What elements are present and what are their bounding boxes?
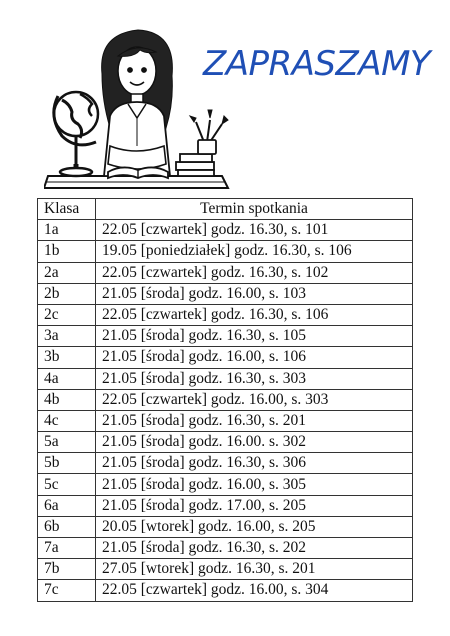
table-row	[38, 580, 413, 601]
pencil-cup-icon	[190, 110, 228, 154]
class-cell: 6b	[38, 516, 96, 537]
table-row	[38, 495, 413, 516]
class-cell: 7c	[38, 580, 96, 601]
class-cell: 2a	[38, 262, 96, 283]
table-row	[38, 432, 413, 453]
class-cell: 4c	[38, 410, 96, 431]
term-cell: 22.05 [czwartek] godz. 16.00, s. 304	[96, 580, 413, 601]
term-cell: 21.05 [środa] godz. 16.30, s. 105	[96, 326, 413, 347]
table-row	[38, 347, 413, 368]
table-row	[38, 538, 413, 559]
term-cell: 22.05 [czwartek] godz. 16.00, s. 303	[96, 389, 413, 410]
table-row	[38, 410, 413, 431]
column-header-term: Termin spotkania	[96, 199, 413, 220]
class-cell: 2b	[38, 283, 96, 304]
term-cell: 21.05 [środa] godz. 17.00, s. 205	[96, 495, 413, 516]
term-cell: 19.05 [poniedziałek] godz. 16.30, s. 106	[96, 241, 413, 262]
table-row	[38, 262, 413, 283]
term-cell: 20.05 [wtorek] godz. 16.00, s. 205	[96, 516, 413, 537]
term-cell: 21.05 [środa] godz. 16.30, s. 303	[96, 368, 413, 389]
table-row	[38, 326, 413, 347]
term-cell: 27.05 [wtorek] godz. 16.30, s. 201	[96, 559, 413, 580]
table-row	[38, 368, 413, 389]
term-cell: 22.05 [czwartek] godz. 16.30, s. 101	[96, 220, 413, 241]
class-cell: 5a	[38, 432, 96, 453]
term-cell: 22.05 [czwartek] godz. 16.30, s. 102	[96, 262, 413, 283]
globe-icon	[54, 92, 98, 176]
table-row	[38, 559, 413, 580]
class-cell: 4a	[38, 368, 96, 389]
class-cell: 1a	[38, 220, 96, 241]
table-row	[38, 453, 413, 474]
class-cell: 1b	[38, 241, 96, 262]
table-row	[38, 304, 413, 325]
term-cell: 22.05 [czwartek] godz. 16.30, s. 106	[96, 304, 413, 325]
class-cell: 7a	[38, 538, 96, 559]
term-cell: 21.05 [środa] godz. 16.00. s. 302	[96, 432, 413, 453]
table-row	[38, 220, 413, 241]
term-cell: 21.05 [środa] godz. 16.30, s. 201	[96, 410, 413, 431]
column-header-class: Klasa	[38, 199, 96, 220]
class-cell: 2c	[38, 304, 96, 325]
class-cell: 6a	[38, 495, 96, 516]
class-cell: 3b	[38, 347, 96, 368]
table-row	[38, 389, 413, 410]
class-cell: 3a	[38, 326, 96, 347]
class-cell: 4b	[38, 389, 96, 410]
class-cell: 7b	[38, 559, 96, 580]
schedule-table	[37, 198, 413, 602]
term-cell: 21.05 [środa] godz. 16.00, s. 106	[96, 347, 413, 368]
term-cell: 21.05 [środa] godz. 16.00, s. 305	[96, 474, 413, 495]
page-title: ZAPRASZAMY	[203, 44, 431, 84]
table-row	[38, 516, 413, 537]
term-cell: 21.05 [środa] godz. 16.30, s. 202	[96, 538, 413, 559]
book-stack-icon	[176, 154, 214, 176]
teacher-icon	[102, 30, 173, 176]
term-cell: 21.05 [środa] godz. 16.30, s. 306	[96, 453, 413, 474]
table-row	[38, 474, 413, 495]
class-cell: 5b	[38, 453, 96, 474]
class-cell: 5c	[38, 474, 96, 495]
table-header-row	[38, 199, 413, 220]
term-cell: 21.05 [środa] godz. 16.00, s. 103	[96, 283, 413, 304]
table-row	[38, 283, 413, 304]
table-row	[38, 241, 413, 262]
